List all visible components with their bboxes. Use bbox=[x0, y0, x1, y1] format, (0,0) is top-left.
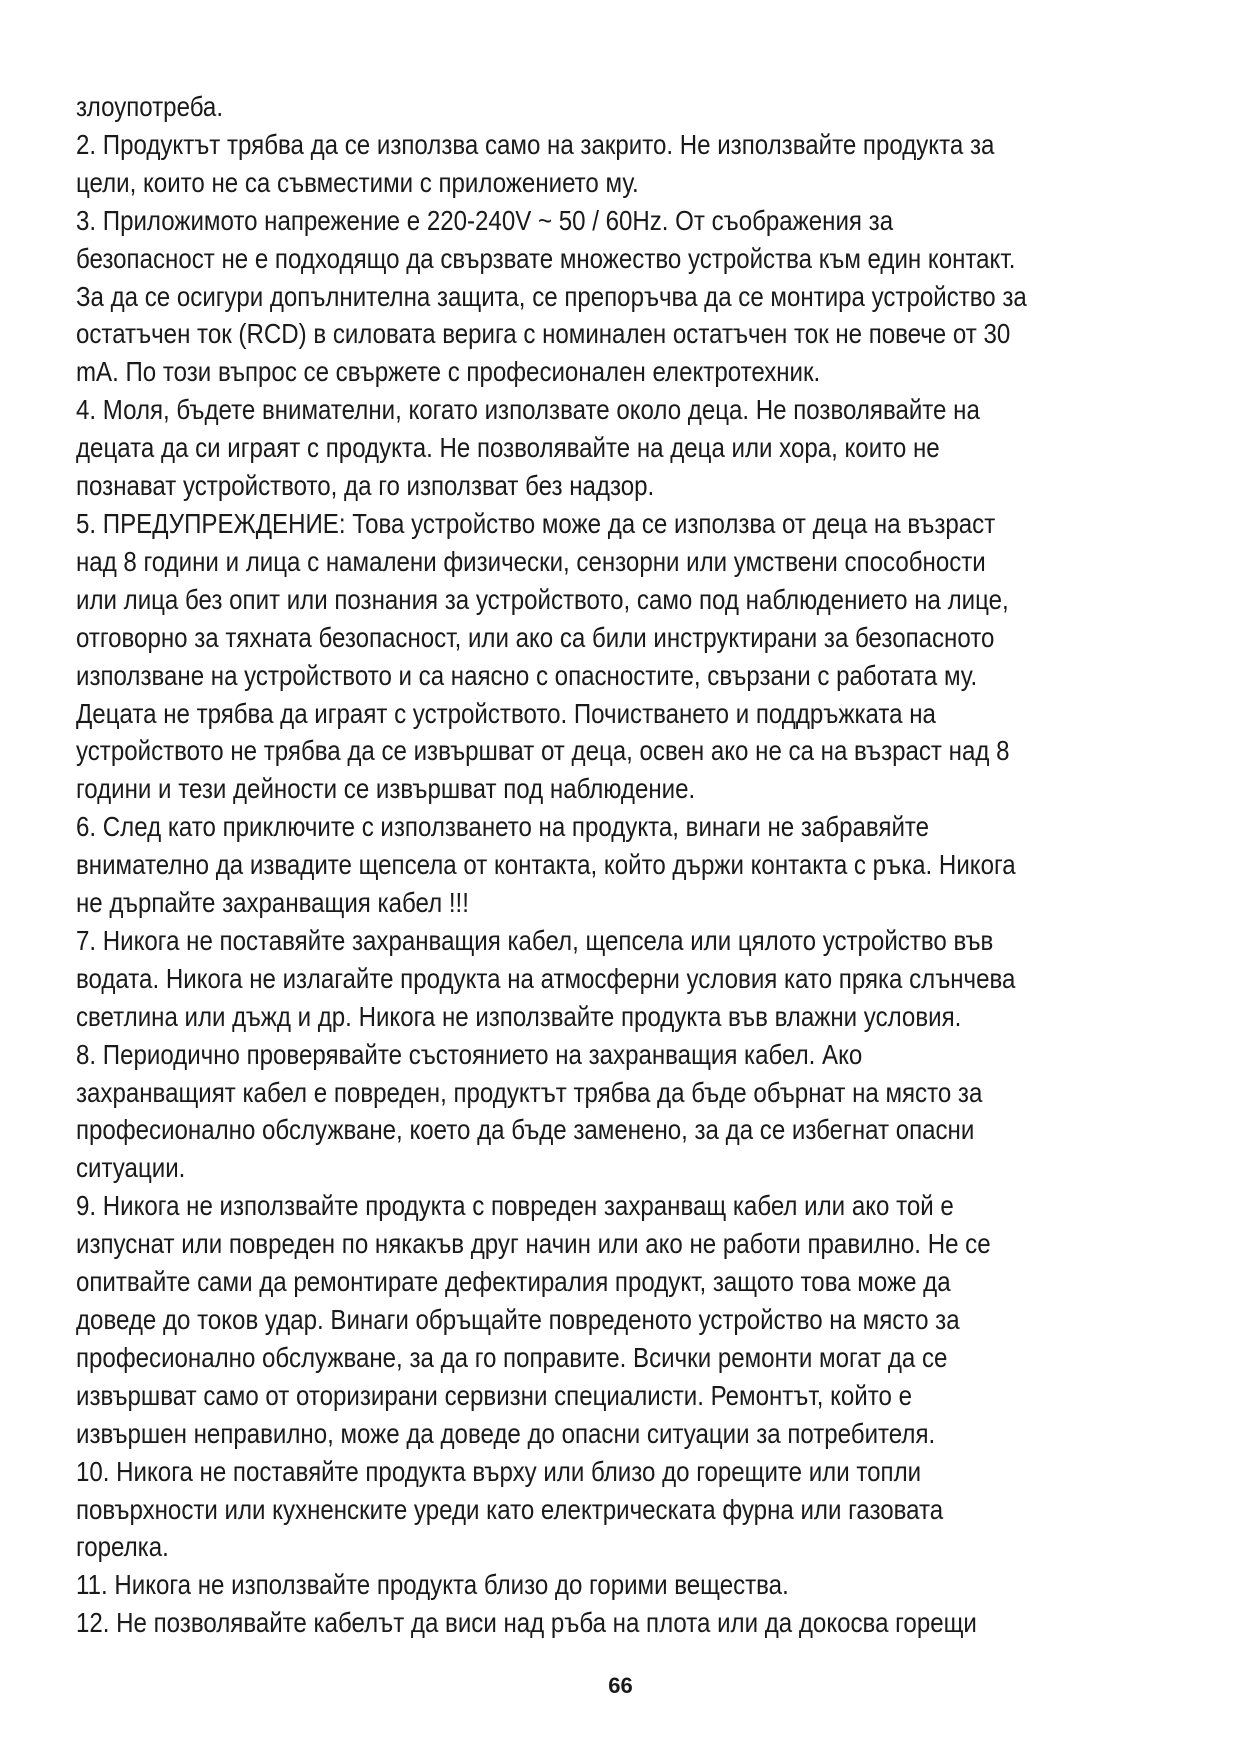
text-line: извършват само от оторизирани сервизни специалисти. Ремонтът, който е bbox=[76, 1379, 912, 1411]
text-line: опитвайте сами да ремонтирате дефектиралия продукт, защото това може да bbox=[76, 1266, 951, 1298]
text-line: 8. Периодично проверявайте състоянието на захранващия кабел. Ако bbox=[76, 1038, 863, 1070]
text-line: години и тези дейности се извършват под наблюдение. bbox=[76, 773, 696, 805]
text-line: не дърпайте захранващия кабел !!! bbox=[76, 887, 469, 919]
text-line: 7. Никога не поставяйте захранващия кабел, щепсела или цялото устройство във bbox=[76, 924, 994, 956]
text-line: ситуации. bbox=[76, 1152, 186, 1184]
text-line: захранващият кабел е повреден, продуктът трябва да бъде обърнат на място за bbox=[76, 1076, 983, 1108]
document-body bbox=[76, 88, 1039, 1642]
page-number: 66 bbox=[608, 1673, 633, 1698]
text-line: 9. Никога не използвайте продукта с повреден захранващ кабел или ако той е bbox=[76, 1190, 954, 1222]
text-line: използване на устройството и са наясно с опасностите, свързани с работата му. bbox=[76, 659, 978, 691]
text-line: цели, които не са съвместими с приложението му. bbox=[76, 166, 639, 198]
text-line: 6. След като приключите с използването на продукта, винаги не забравяйте bbox=[76, 811, 930, 843]
text-line: 12. Не позволявайте кабелът да виси над ръба на плота или да докосва горещи bbox=[76, 1607, 977, 1639]
text-line: отговорно за тяхната безопасност, или ако са били инструктирани за безопасното bbox=[76, 621, 995, 653]
text-line: 10. Никога не поставяйте продукта върху или близо до горещите или топли bbox=[76, 1455, 922, 1487]
text-line: горелка. bbox=[76, 1531, 169, 1563]
text-line: професионално обслужване, за да го поправите. Всички ремонти могат да се bbox=[76, 1341, 948, 1373]
text-line: Децата не трябва да играят с устройството. Почистването и поддръжката на bbox=[76, 697, 936, 729]
text-line: извършен неправилно, може да доведе до опасни ситуации за потребителя. bbox=[76, 1417, 936, 1449]
text-line: устройството не трябва да се извършват от деца, освен ако не са на възраст над 8 bbox=[76, 735, 1010, 767]
text-line: доведе до токов удар. Винаги обръщайте повреденото устройство на място за bbox=[76, 1304, 960, 1335]
text-line: 4. Моля, бъдете внимателни, когато използвате около деца. Не позволявайте на bbox=[76, 394, 980, 426]
text-line: светлина или дъжд и др. Никога не използвайте продукта във влажни условия. bbox=[76, 1000, 962, 1032]
text-line: децата да си играят с продукта. Не позволявайте на деца или хора, които не bbox=[76, 432, 940, 464]
text-line: За да се осигури допълнителна защита, се препоръчва да се монтира устройство за bbox=[76, 280, 1027, 312]
text-line: познават устройството, да го използват без надзор. bbox=[76, 470, 655, 502]
text-line: злоупотреба. bbox=[76, 91, 224, 122]
text-line: 3. Приложимото напрежение е 220-240V ~ 50 / 60Hz. От съображения за bbox=[76, 204, 894, 236]
text-line: или лица без опит или познания за устройството, само под наблюдението на лице, bbox=[76, 583, 1009, 615]
text-line: внимателно да извадите щепсела от контакта, който държи контакта с ръка. Никога bbox=[76, 849, 1016, 881]
text-line: професионално обслужване, което да бъде заменено, за да се избегнат опасни bbox=[76, 1114, 975, 1146]
text-line: изпуснат или повреден по някакъв друг начин или ако не работи правилно. Не се bbox=[76, 1228, 991, 1260]
text-line: mA. По този въпрос се свържете с професионален електротехник. bbox=[76, 356, 821, 388]
text-line: безопасност не е подходящо да свързвате множество устройства към един контакт. bbox=[76, 242, 1016, 274]
text-line: 5. ПРЕДУПРЕЖДЕНИЕ: Това устройство може да се използва от деца на възраст bbox=[76, 507, 996, 539]
text-line: 2. Продуктът трябва да се използва само на закрито. Не използвайте продукта за bbox=[76, 128, 995, 160]
text-line: остатъчен ток (RCD) в силовата верига с номинален остатъчен ток не повече от 30 bbox=[76, 318, 1011, 350]
text-line: водата. Никога не излагайте продукта на атмосферни условия като пряка слънчева bbox=[76, 962, 1016, 994]
text-line: 11. Никога не използвайте продукта близо до горими вещества. bbox=[76, 1569, 789, 1601]
text-line: повърхности или кухненските уреди като електрическата фурна или газовата bbox=[76, 1493, 944, 1525]
text-line: над 8 години и лица с намалени физически, сензорни или умствени способности bbox=[76, 545, 986, 577]
